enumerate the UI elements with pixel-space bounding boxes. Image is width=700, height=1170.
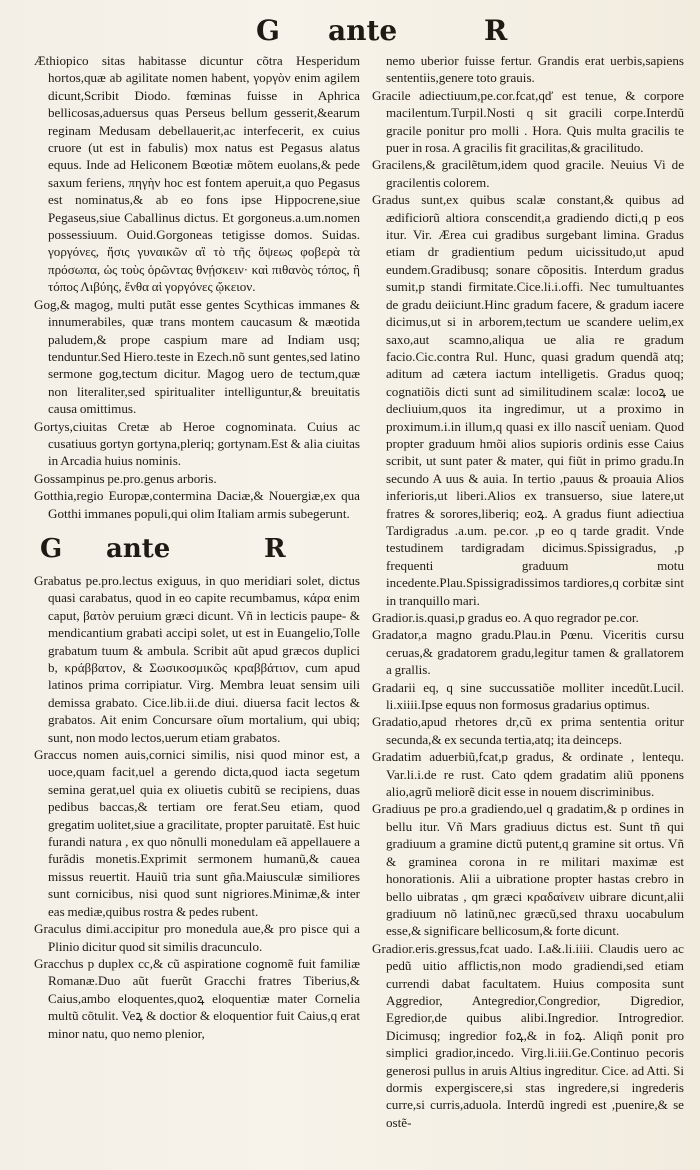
entry-gotthia: Gotthia,regio Europæ,contermina Daciæ,& Nouergiæ,ex qua Gotthi immanes populi,qui olim Italiam armis subegerunt.	[34, 488, 360, 521]
section-heading-word: ante	[106, 533, 171, 564]
entry-gog-magog: Gog,& magog, multi putãt esse gentes Scythicas immanes & innumerabiles, quæ trans montem caucasum & mæotida paludem,& prope caspium mare ad Indiam usq; tenduntur.Sed Hiero.teste in Ezech.nõ sunt gentes,sed latino sermone gog,tectum dicitur. Magog uero de tectum,quæ non literaliter,sed spiritualiter intelliguntur,& breuitatis causa omittimus.	[34, 296, 360, 417]
entry-gradatim: Gradatim aduerbiũ,fcat,p gradus, & ordinate , lentequ. Var.li.i.de re rust. Cato qdem gradatim aliũ pponens alio,agrũ meliorẽ dicit esse in nouem discriminibus.	[372, 749, 684, 800]
entry-gracilens: Gracilens,& gracilẽtum,idem quod gracile. Neuius Vi de gracilentis colorem.	[372, 157, 684, 190]
entry-gracchus: Gracchus p duplex cc,& cũ aspiratione cognomẽ fuit familiæ Romanæ.Duo aũt fuerũt Gracchi fratres Tiberius,& Caius,ambo eloquentes,quoꝝ eloquentiæ mater Cornelia multũ cõtulit. Veꝝ & doctior & eloquentior fuit Caius,q erat minor natu, quo nemo plenior,	[34, 955, 360, 1041]
entry-gradior-eris: Gradior.eris.gressus,fcat uado. I.a&.li.iiii. Claudis uero ac pedũ uitio afflictis,non modo gradiendi,sed etiam currendi dabat facultatem. Huius composita sunt Aggredior, Antegredior,Congredior, Digredior, Egredior,de quibus alibi.Ingredior. Introgredior. Dicimusq; ingredior foꝝ,& in foꝝ. Aliqñ ponit pro simplici gradior,incedo. Virg.li.iii.Ge.Continuo pecoris generosi pullus in aruis Altius ingreditur. Cice. ad Atti. Si dormis expergiscere,si stas ingredere,si ingrederis curre,si curris,aduola. Interdũ ingredi est ,puenire,& se ostẽ-	[372, 940, 684, 1130]
entry-grabatus: Grabatus pe.pro.lectus exiguus, in quo meridiari solet, dictus quasi carabatus, quod in eo capite recumbamus, κάρα enim caput, βατὸν peruium græci dicunt. Vñ in lecticis paupe- & mendicantium grabati accipi solet, ut est in Euangelio,Tolle grabatum tuum & ambula. Scribit aũt apud græcos duplici b, κράββατον, & Σωσικοσμικῶς κραββάτιον, cum apud latinos prima corripiatur. Virg. Membra leuat sensim uili demissa grabato. Cice.lib.ii.de diui. diuersa facit lectos & grabatos. Ait enim Concursare oĩum mortalium, qui ubiq; sunt, non modo lectos,uerum etiam grabatos.	[34, 572, 360, 745]
running-head	[0, 14, 700, 48]
entry-gradus: Gradus sunt,ex quibus scalæ constant,& quibus ad ædificiorũ altiora conscendit,a gradiendo dicti,q p eos itur. Vir. Ærea cui gradibus surgebant limina. Gradus etiam dr gradientium pedum uicissitudo,ut apud eundem.Gradibusq; sonare cõpositis. Interdum gradus sumit,p standi firmitate.Cice.li.i.offi. Nec tumultuantes de gradu deiiciunt.Hinc gradum facere, & gradum iacere dicimus,ut si in arborem,tectum ue scandere uelim,ex saxo,aut scamno,aliqua ue alia re gradum facio.Cic.contra Rul. Hunc, quasi gradum quendã atq; aditum ad cætera iactum intelligetis. Gradus quoq; cognatiõis dicti sunt ad similitudinem scalæ: locoꝝ ue decliuium,quos ita ingredimur, ut a proximo in proximum.i.in illum,q quasi ex illo nascit̃ ueniam. Quod propter graduum hmõi alios supioris ordinis esse Caius scribit, ut sunt pater & mater, qui fiũt in primo gradu.In secundo A uus & auia. In tertio ,pauus & proauia Alios inferioris,ut liberi.Alios ex transuerso, siue latere,ut fratres & sorores,liberiq; eoꝝ. A gradus fiunt adiectiua Tardigradus .a.um. pe.cor. ,p eo q tarde gradit. Vnde testudinem tardigradam dicimus.Spissigradus, ,p frequenti graduum motu incedente.Plau.Spissigradissimos tardiores,q corbitæ sint in tranquillo mari.	[372, 192, 684, 608]
section-heading-letter-left: G	[40, 533, 63, 564]
section-heading-letter-right: R	[264, 533, 286, 564]
entry-gradior-is: Gradior.is.quasi,p gradus eo. A quo regrador pe.cor.	[372, 610, 639, 625]
entry-graccus: Graccus nomen auis,cornici similis, nisi quod minor est, a uoce,quam facit,uel a gerendo dicta,quod iacta segetum semina gerat,uel quia ex oliuetis cubitũ se recipiens, duas pedibus baccas,& tertiam ore ferat.Seu etiam, quod gregatim uolitet,siue a gracilitate, propter paruitatẽ. Est huic furandi natura , ex quo nõnulli monedulam eã appellauere a furãdis monetis.Exprimit sermonem humanũ,& cauea missus reuertit. Hauiũ tria sunt gña.Maiusculæ similiores sunt cornicibus, nisi quod sunt nigriores.Minimæ,& inter eas mediæ,quibus rostra & pedes rubent.	[34, 747, 360, 919]
entry-gossampinus: Gossampinus pe.pro.genus arboris.	[34, 470, 217, 486]
entry-gradatio: Gradatio,apud rhetores dr,cũ ex prima sententia oritur secunda,& ex secunda tertia,atq; ita deinceps.	[372, 714, 684, 747]
entry-gracile: Gracile adiectiuum,pe.cor.fcat,qď est tenue, & corpore macilentum.Turpil.Nosti q sit gracili corpe.Interdũ gracile ponitur pro molli . Hora. Quis multa gracilis te puer in rosa. A gracilis fit gracilitas,& gracilitudo.	[372, 87, 684, 156]
running-head-letter-right: R	[484, 14, 508, 47]
entry-gortys: Gortys,ciuitas Cretæ ab Heroe cognominata. Cuius ac cusatiuus gortyn gortyna,pleriq; gortynam.Est & alia ciuitas in Arcadia huius nominis.	[34, 418, 360, 469]
right-column	[372, 52, 684, 1131]
entry-gradator: Gradator,a magno gradu.Plau.in Pœnu. Viceritis cursu ceruas,& gradatorem gradu,legitur tamen & grallatorem a grallis.	[372, 627, 684, 678]
section-heading	[34, 530, 360, 568]
entry-continuation: nemo uberior fuisse fertur. Grandis erat uerbis,sapiens sententiis,genere toto grauis.	[386, 53, 684, 86]
running-head-word: ante	[328, 14, 398, 47]
entry-graculus: Graculus dimi.accipitur pro monedula aue,& pro pisce qui a Plinio dicitur quod sit similis dracunculo.	[34, 921, 360, 954]
entry-gradarii: Gradarii eq, q sine succussatiõe molliter incedũt.Lucil. li.xiiii.Ipse equus non formosus gradarius optimus.	[372, 679, 684, 713]
entry-gorgones: Æthiopico sitas habitasse dicuntur cõtra Hesperidum hortos,quæ ab agilitate nomen habent, γοργὸν enim agilem dicunt,Scribit Diodo. fœminas fuisse in Aphrica bellicosas,aduersus quas Perseus bellum gesserit,&earum reginam Medusam debellauerit,ac interfecerit, ex cuius cruore (ut est in fabulis) mox natus est Pegasus alatus equus. Inde ad Heliconem Bœotiæ mõtem euolans,& pede saxum feriens, πηγὴν hoc est fontem aperuit,a quo Pegasus est nominatus,& ab eo fons ipse Hippocrene,siue Pegaseus,siue Caballinus dictus. Et gorgoneus.a.um.nomen possessiuum. Ouid.Gorgoneas tetigisse domos. Suidas. γοργόνες, ἥσις γυναικῶν αἳ τὸ τῆς ὄψεως φοβερὰ τὰ πρόσωπα, ὡς τοὺς ὁρῶντας θνῄσκειν· καὶ πιθανὸς τόπος, ἢ τόπος Λιβύης, ἔνθα αἱ γοργόνες ᾤκειον.	[34, 53, 360, 295]
left-column	[34, 52, 360, 1042]
entry-gradiuus: Gradiuus pe pro.a gradiendo,uel q gradatim,& p ordines in bellu itur. Vñ Mars gradiuus dictus est. Sunt tñ qui gradiuum a gramine dictũ putent,q gramine sit ortus. Vñ & graminea corona in re militari maximæ est honorationis. Alii a uibratione propter hastas crebro in bello uibratas , qm græci κραδαίνειν uibrare dicunt,alii gradiuum nõ latinũ,nec græcũ,sed thraxu uocabulum esse,& significare bellicosum,& forte dicunt.	[372, 801, 684, 939]
running-head-letter-left: G	[256, 14, 280, 47]
